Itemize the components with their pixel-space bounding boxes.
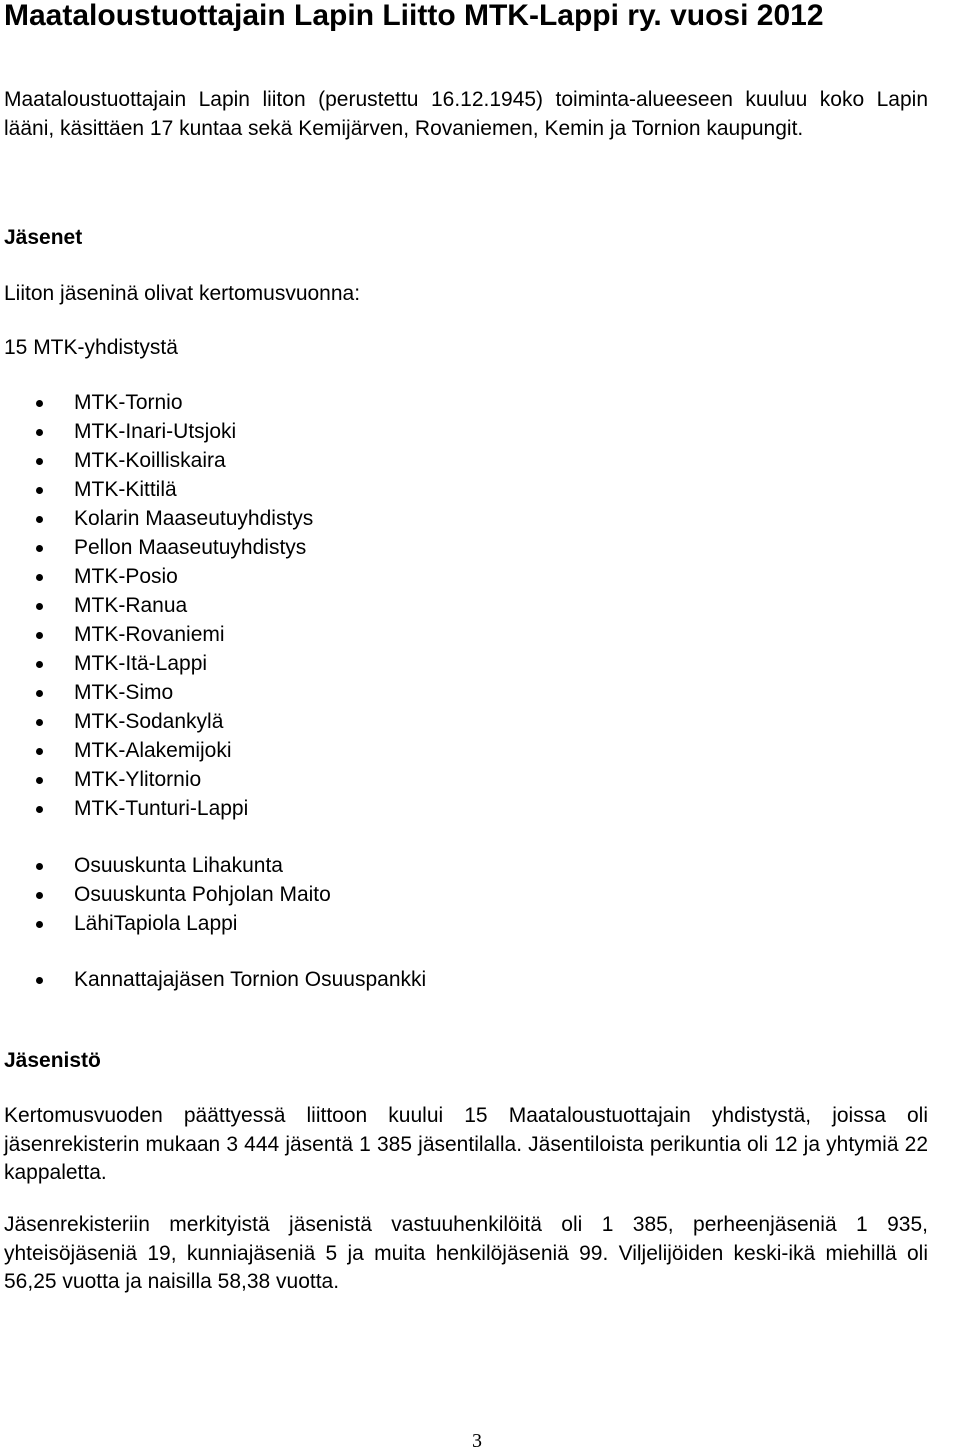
list-item: MTK-Ylitornio [0, 765, 313, 794]
associations-count: 15 MTK-yhdistystä [4, 336, 178, 359]
list-item: Pellon Maaseutuyhdistys [0, 533, 313, 562]
list-item: LähiTapiola Lappi [0, 909, 331, 938]
list-item: MTK-Sodankylä [0, 707, 313, 736]
bullet-icon [36, 603, 43, 610]
list-item: MTK-Alakemijoki [0, 736, 313, 765]
bullet-icon [36, 719, 43, 726]
list-item: MTK-Tornio [0, 388, 313, 417]
bullet-icon [36, 690, 43, 697]
bullet-icon [36, 777, 43, 784]
bullet-icon [36, 632, 43, 639]
page-number: 3 [472, 1430, 482, 1452]
bullet-icon [36, 661, 43, 668]
document-title: Maataloustuottajain Lapin Liitto MTK-Lappi ry. vuosi 2012 [4, 0, 824, 32]
bullet-icon [36, 863, 43, 870]
bullet-icon [36, 458, 43, 465]
membership-heading: Jäsenistö [4, 1049, 101, 1072]
list-item: Kannattajajäsen Tornion Osuuspankki [0, 965, 426, 994]
list-item: MTK-Tunturi-Lappi [0, 794, 313, 823]
list-item: MTK-Inari-Utsjoki [0, 417, 313, 446]
supporting-member-list [0, 965, 426, 994]
bullet-icon [36, 429, 43, 436]
list-item: MTK-Posio [0, 562, 313, 591]
associations-list [0, 388, 313, 823]
list-item: Osuuskunta Lihakunta [0, 851, 331, 880]
list-item: Osuuskunta Pohjolan Maito [0, 880, 331, 909]
bullet-icon [36, 892, 43, 899]
list-item: MTK-Koilliskaira [0, 446, 313, 475]
bullet-icon [36, 545, 43, 552]
members-heading: Jäsenet [4, 226, 83, 249]
list-item: MTK-Simo [0, 678, 313, 707]
membership-paragraph: Kertomusvuoden päättyessä liittoon kuului 15 Maataloustuottajain yhdistystä, joissa oli jäsenrekisterin mukaan 3 444 jäsentä 1 385 jäsentilalla. Jäsentiloista perikuntia oli 12 ja yhtymiä 22 kappaletta. [4, 1104, 928, 1184]
list-item: MTK-Kittilä [0, 475, 313, 504]
list-item: MTK-Itä-Lappi [0, 649, 313, 678]
bullet-icon [36, 400, 43, 407]
intro-paragraph: Maataloustuottajain Lapin liiton (perustettu 16.12.1945) toiminta-alueeseen kuuluu koko Lapin lääni, käsittäen 17 kuntaa sekä Kemijärven, Rovaniemen, Kemin ja Tornion kaupungit. [4, 88, 928, 140]
bullet-icon [36, 574, 43, 581]
bullet-icon [36, 516, 43, 523]
list-item: Kolarin Maaseutuyhdistys [0, 504, 313, 533]
bullet-icon [36, 487, 43, 494]
bullet-icon [36, 977, 43, 984]
members-lead-text: Liiton jäseninä olivat kertomusvuonna: [4, 282, 361, 305]
bullet-icon [36, 921, 43, 928]
list-item: MTK-Rovaniemi [0, 620, 313, 649]
other-members-list [0, 851, 331, 938]
bullet-icon [36, 806, 43, 813]
membership-statistics-paragraph: Jäsenrekisteriin merkityistä jäsenistä vastuuhenkilöitä oli 1 385, perheenjäseniä 1 935, yhteisöjäseniä 19, kunniajäseniä 5 ja muita henkilöjäseniä 99. Viljelijöiden keski-ikä miehillä oli 56,25 vuotta ja naisilla 58,38 vuotta. [4, 1213, 928, 1293]
list-item: MTK-Ranua [0, 591, 313, 620]
bullet-icon [36, 748, 43, 755]
